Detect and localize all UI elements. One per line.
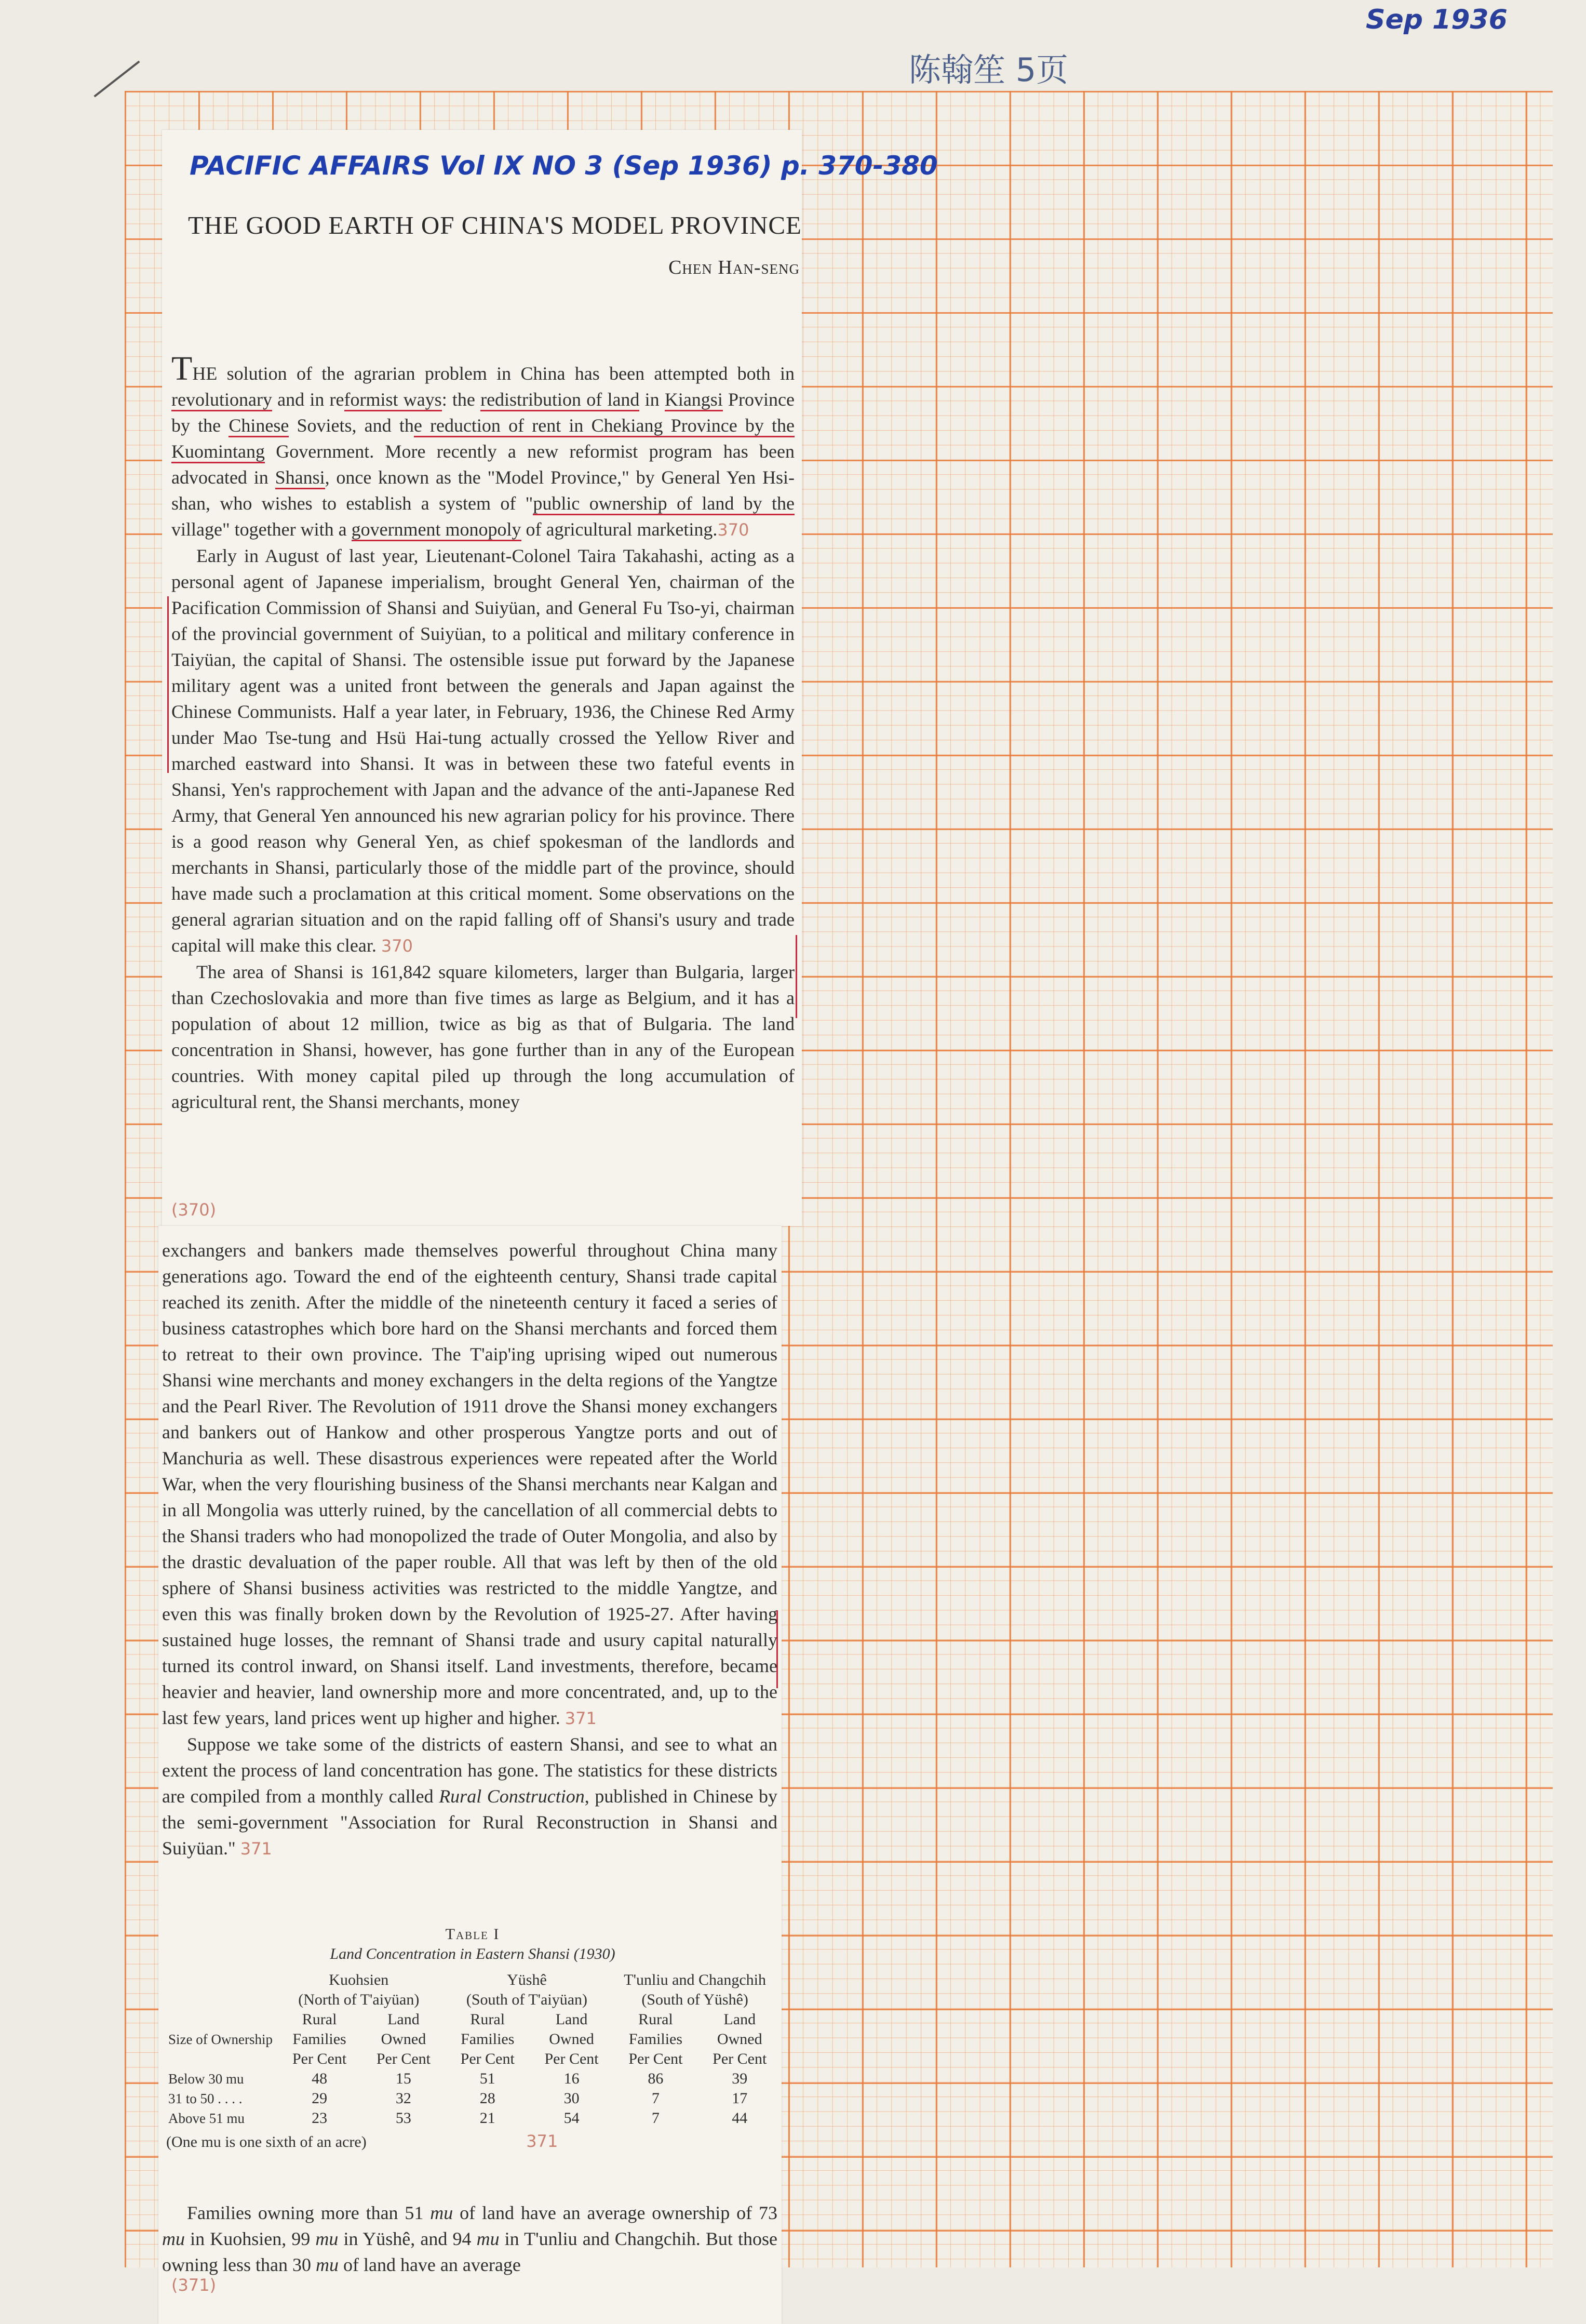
column-header: Land Owned [381, 2011, 426, 2048]
unit-header: Per Cent [544, 2050, 599, 2067]
article-author: Chen Han-seng [668, 257, 800, 278]
page-mark: 371 [240, 1839, 272, 1859]
table-grid [166, 1970, 779, 2128]
page-mark: 370 [717, 520, 749, 540]
margin-line [167, 596, 169, 773]
article-column-2 [162, 1237, 777, 1862]
region-header: T'unliu and Changchih (South of Yüshê) [624, 1971, 766, 2008]
table-row: 31 to 50 . . . . 29 32 28 30 7 17 [168, 2090, 748, 2107]
row-header: Size of Ownership [168, 2032, 273, 2047]
page-mark: 370 [381, 936, 413, 956]
paragraph: exchangers and bankers made themselves powerful throughout China many generations ago. Toward the end of the eighteenth century, Shansi trade capital reached its zenith. After the middle of the nineteenth century it faced a series of business catastrophes which bore hard on the Shansi merchants and forced them to retreat to their own province. The T'aip'ing uprising wiped out numerous Shansi wine merchants and money exchangers in the delta regions of the Yangtze and the Pearl River. The Revolution of 1911 drove the Shansi money exchangers and bankers out of Hankow and other prosperous Yangtze ports and out of Manchuria as well. These disastrous experiences were repeated after the World War, when the very flourishing business of the Shansi merchants near Kalgan and in all Mongolia was utterly ruined, by the cancellation of all commercial debts to the Shansi traders who had monopolized the trade of Outer Mongolia, and also by the drastic devaluation of the paper rouble. All that was left by then of the old sphere of Shansi business activities was restricted to the middle Yangtze, and even this was finally broken down by the Revolution of 1925-27. After having sustained huge losses, the remnant of Shansi trade and usury capital naturally turned its control inward, on Shansi itself. Land investments, therefore, became heavier and heavier, land ownership more and more concentrated, and, up to the last few years, land prices went up higher and higher. 371 [162, 1240, 777, 1728]
unit-header: Per Cent [460, 2050, 515, 2067]
unit-header: Per Cent [292, 2050, 347, 2067]
table-note: (One mu is one sixth of an acre) 371 [166, 2131, 558, 2151]
paragraph: Early in August of last year, Lieutenant-Colonel Taira Takahashi, acting as a personal agent of Japanese imperialism, brought General Yen, chairman of the Pacification Commission of Shansi and Suiyüan, and General Fu Tso-yi, chairman of the provincial government of Suiyüan, to a political and military conference in Taiyüan, the capital of Shansi. The ostensible issue put forward by the Japanese military agent was a united front between the generals and Japan against the Chinese Communists. Half a year later, in February, 1936, the Chinese Red Army under Mao Tse-tung and Hsü Hai-tung actually crossed the Yellow River and marched eastward into Shansi. It was in between these two fateful events in Shansi, Yen's rapprochement with Japan and the advance of the anti-Japanese Red Army, that General Yen announced his new agrarian policy for his province. There is a good reason why General Yen, as chief spokesman of the landlords and merchants in Shansi, particularly those of the middle part of the province, should have made such a proclamation at this critical moment. Some observations on the general agrarian situation and on the rapid falling off of Shansi's usury and trade capital will make this clear. 370 [171, 545, 795, 956]
unit-header: Per Cent [628, 2050, 683, 2067]
column-header: Land Owned [717, 2011, 762, 2048]
unit-header: Per Cent [376, 2050, 431, 2067]
page-mark: (371) [171, 2275, 217, 2295]
paragraph: THE solution of the agrarian problem in China has been attempted both in revolutionary and in reformist ways: the redistribution of land in Kiangsi Province by the Chinese Soviets, and the reduction of rent in Chekiang Province by the Kuomintang Government. More recently a new reformist program has been advocated in Shansi, once known as the "Model Province," by General Yen Hsi-shan, who wishes to establish a system of "public ownership of land by the village" together with a government monopoly of agricultural marketing.370 [171, 358, 795, 543]
article-column-1 [171, 350, 795, 1115]
unit-header: Per Cent [713, 2050, 767, 2067]
date-note: Sep 1936 [1366, 4, 1508, 35]
table-row: Above 51 mu 23 53 21 54 7 44 [168, 2109, 748, 2127]
column-header: Rural Families [628, 2011, 683, 2048]
margin-line [796, 935, 797, 1018]
page-mark: 371 [526, 2131, 558, 2151]
page-mark: 371 [564, 1708, 597, 1728]
land-concentration-table [166, 1925, 779, 2152]
citation-note: PACIFIC AFFAIRS Vol IX NO 3 (Sep 1936) p. 370-380 [190, 151, 938, 181]
column-header: Rural Families [292, 2011, 346, 2048]
table-caption: Table I [445, 1926, 500, 1943]
paragraph: The area of Shansi is 161,842 square kilometers, larger than Bulgaria, larger than Czechoslovakia and more than five times as large as Belgium, and it has a population of about 12 million, twice as big as that of Bulgaria. The land concentration in Shansi, however, has gone further than in any of the European countries. With money capital piled up through the long accumulation of agricultural rent, the Shansi merchants, money [171, 961, 795, 1112]
article-title: THE GOOD EARTH OF CHINA'S MODEL PROVINCE [188, 211, 802, 239]
region-header: Kuohsien (North of T'aiyüan) [298, 1971, 420, 2008]
article-closing [162, 2200, 777, 2278]
table-row: Below 30 mu 48 15 51 16 86 39 [168, 2070, 748, 2087]
paragraph: Families owning more than 51 mu of land have an average ownership of 73 mu in Kuohsien, 99 mu in Yüshê, and 94 mu in T'unliu and Changchih. But those owning less than 30 mu of land have an average [162, 2202, 777, 2275]
column-header: Land Owned [549, 2011, 594, 2048]
region-header: Yüshê (South of T'aiyüan) [466, 1971, 588, 2008]
chinese-note: 陈翰笙 5页 [909, 51, 1069, 89]
page-mark: (370) [171, 1200, 217, 1220]
column-header: Rural Families [461, 2011, 515, 2048]
paragraph: Suppose we take some of the districts of eastern Shansi, and see to what an extent the process of land concentration has gone. The statistics for these districts are compiled from a monthly called Rural Construction, published in Chinese by the semi-government "Association for Rural Reconstruction in Shansi and Suiyüan." 371 [162, 1734, 778, 1859]
table-subcaption: Land Concentration in Eastern Shansi (1930) [330, 1945, 615, 1962]
